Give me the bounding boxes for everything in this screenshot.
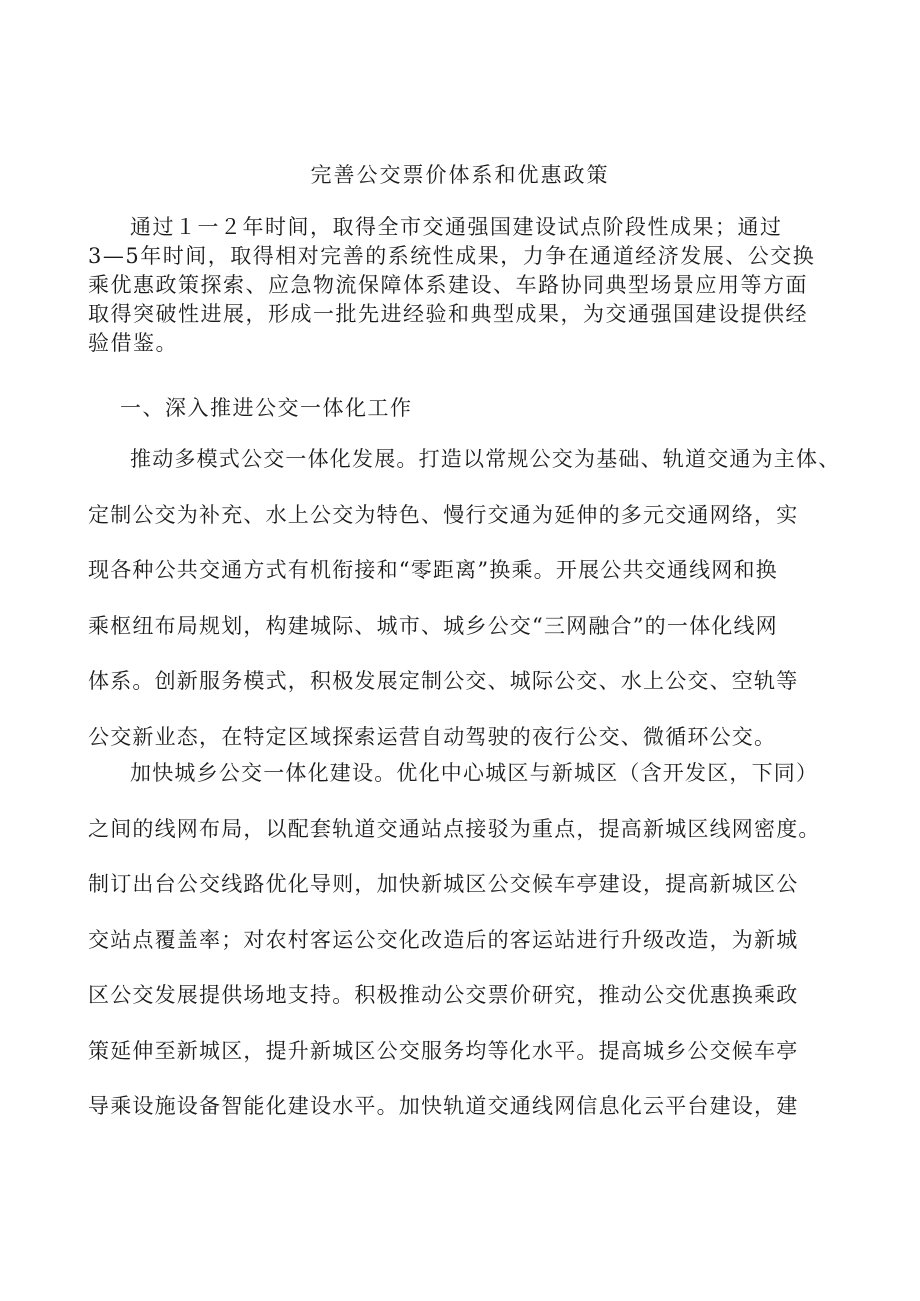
intro-line: 3—5年时间，取得相对完善的系统性成果，力争在通道经济发展、公交换 — [88, 244, 816, 268]
paragraph-line: 推动多模式公交一体化发展。打造以常规公交为基础、轨道交通为主体、 — [130, 447, 841, 471]
section-heading: 一、深入推进公交一体化工作 — [120, 396, 413, 420]
intro-line: 验借鉴。 — [88, 331, 178, 355]
intro-line: 取得突破性进展，形成一批先进经验和典型成果，为交通强国建设提供经 — [88, 302, 808, 326]
document-title: 完善公交票价体系和优惠政策 — [310, 163, 610, 187]
paragraph-line: 定制公交为补充、水上公交为特色、慢行交通为延伸的多元交通网络，实 — [88, 502, 799, 527]
paragraph-line: 体系。创新服务模式，积极发展定制公交、城际公交、水上公交、空轨等 — [88, 669, 799, 693]
paragraph-line: 之间的线网布局，以配套轨道交通站点接驳为重点，提高新城区线网密度。 — [88, 816, 821, 841]
paragraph-line: 加快城乡公交一体化建设。优化中心城区与新城区（含开发区，下同） — [130, 761, 819, 785]
paragraph-line: 交站点覆盖率；对农村客运公交化改造后的客运站进行升级改造，为新城 — [88, 927, 799, 952]
intro-line: 乘优惠政策探索、应急物流保障体系建设、车路协同典型场景应用等方面 — [88, 273, 808, 297]
body-paragraph-2 — [88, 746, 848, 1135]
paragraph-line: 乘枢纽布局规划，构建城际、城市、城乡公交“三网融合”的一体化线网 — [88, 613, 778, 638]
paragraph-line: 公交新业态，在特定区域探索运营自动驾驶的夜行公交、微循环公交。 — [88, 724, 777, 749]
intro-paragraph — [88, 213, 848, 358]
intro-line: 通过１一２年时间，取得全市交通强国建设试点阶段性成果；通过 — [130, 215, 783, 239]
body-paragraph-1 — [88, 432, 848, 765]
paragraph-line: 导乘设施设备智能化建设水平。加快轨道交通线网信息化云平台建设，建 — [88, 1094, 799, 1118]
paragraph-line: 现各种公共交通方式有机衔接和“零距离”换乘。开展公共交通线网和换 — [88, 558, 778, 582]
paragraph-line: 制订出台公交线路优化导则，加快新城区公交候车亭建设，提高新城区公 — [88, 872, 799, 896]
paragraph-line: 策延伸至新城区，提升新城区公交服务均等化水平。提高城乡公交候车亭 — [88, 1038, 799, 1063]
paragraph-line: 区公交发展提供场地支持。积极推动公交票价研究，推动公交优惠换乘政 — [88, 983, 799, 1007]
